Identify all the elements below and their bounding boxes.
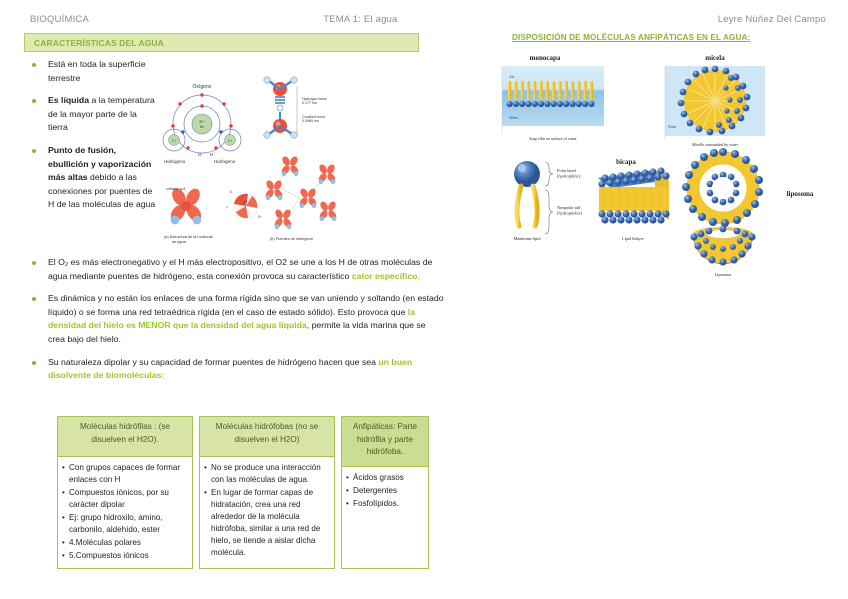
liposome-ring-diagram bbox=[682, 148, 763, 227]
svg-text:1+: 1+ bbox=[171, 138, 177, 143]
soap-film-caption: Soap film on surface of water bbox=[529, 136, 577, 141]
membrane-lipid-diagram bbox=[514, 161, 583, 241]
micelle-panel bbox=[665, 66, 765, 147]
list-item: • Detergentes bbox=[346, 485, 424, 497]
svg-text:0.177 nm: 0.177 nm bbox=[302, 101, 317, 105]
list-item: • En lugar de formar capas de hidratación, crea una red alrededor de la molécula hidrófoba, similar a una red de hielo, se tiende a aislar dicha molécula. bbox=[204, 487, 330, 559]
list-item: • Con grupos capaces de formar enlaces con H bbox=[62, 462, 188, 486]
header-topic: TEMA 1: El agua bbox=[323, 13, 398, 25]
bullet-text: Su naturaleza dipolar y su capacidad de formar puentes de hidrógeno hacen que sea bbox=[48, 356, 379, 367]
list-item bbox=[24, 144, 156, 212]
monolayer-panel bbox=[502, 66, 604, 141]
list-item: • No se produce una interacción con las moléculas de agua. bbox=[204, 462, 330, 486]
amphipathic-arrangement-figure bbox=[495, 48, 845, 288]
svg-text:Covalent bond: Covalent bond bbox=[302, 115, 326, 119]
header-course: BIOQUÍMICA bbox=[30, 13, 90, 25]
svg-text:8+: 8+ bbox=[199, 119, 205, 124]
list-item: • 4.Moléculas polares bbox=[62, 537, 188, 549]
svg-text:H: H bbox=[244, 199, 247, 204]
amphipathic-section-title: DISPOSICIÓN DE MOLÉCULAS ANFIPÁTICAS EN EL AGUA: bbox=[512, 33, 751, 42]
bullet-text: El O₂ es más electronegativo y el H más electropositivo, el O2 se une a los H de otras moléculas de agua mediante puentes de hidrógeno, esta conexión provoca su característico bbox=[48, 257, 433, 281]
svg-text:δ+: δ+ bbox=[258, 215, 262, 219]
table-body-cell bbox=[341, 467, 429, 569]
bullet-text: Está en toda la superficie terrestre bbox=[48, 59, 146, 83]
liposome-caption: Liposome bbox=[714, 272, 732, 277]
hydrogen-right-label: Hidrógeno bbox=[214, 159, 236, 164]
air-label: Air bbox=[509, 74, 515, 79]
list-item: • Ácidos grasos bbox=[346, 472, 424, 484]
solubility-table bbox=[57, 416, 429, 569]
nonpolar-tail-label: Nonpolar tail bbox=[557, 205, 581, 210]
water-network-icon bbox=[264, 155, 338, 241]
svg-text:Hydrogen bond: Hydrogen bond bbox=[302, 97, 327, 101]
svg-text:(hydrophobic): (hydrophobic) bbox=[557, 210, 583, 216]
water-molecule-diagram bbox=[150, 56, 340, 252]
list-item bbox=[24, 356, 444, 383]
highlight-text: calor específico. bbox=[351, 270, 420, 281]
membrane-lipid-caption: Membrane lipid bbox=[513, 236, 541, 241]
bullet-text: debido a las conexiones por puentes de H de las moléculas de agua bbox=[48, 172, 156, 210]
bilayer-label: bicapa bbox=[616, 158, 636, 166]
document-header bbox=[30, 12, 826, 26]
svg-text:de agua: de agua bbox=[172, 240, 186, 244]
hydrogen-bond-icon bbox=[264, 77, 327, 138]
water-properties-bullet-list bbox=[24, 256, 444, 392]
table-column-hydrophobic bbox=[199, 416, 335, 569]
bullet-tail-text: , permite la vida marina que se crea bajo del hielo. bbox=[48, 320, 426, 344]
svg-text:O: O bbox=[198, 152, 202, 157]
table-column-amphipathic bbox=[341, 416, 429, 569]
list-item bbox=[24, 94, 156, 135]
list-item bbox=[24, 292, 444, 346]
monolayer-label: monocapa bbox=[529, 54, 561, 62]
micelle-caption: Micelle surrounded by water bbox=[691, 142, 739, 147]
left-column bbox=[24, 33, 454, 52]
bohr-model-icon bbox=[163, 84, 241, 164]
list-item: • Compuestos iónicos, por su carácter dipolar bbox=[62, 487, 188, 511]
svg-text:0.0965 nm: 0.0965 nm bbox=[302, 119, 319, 123]
list-item: • 5.Compuestos iónicos bbox=[62, 550, 188, 562]
water-label: Water bbox=[509, 115, 519, 120]
svg-text:(hydrophilic): (hydrophilic) bbox=[557, 173, 581, 179]
list-item bbox=[24, 58, 156, 85]
svg-text:orbitales sp3: orbitales sp3 bbox=[166, 187, 186, 191]
oxygen-label: Oxígeno bbox=[192, 84, 212, 90]
amphipathic-figure-svg bbox=[495, 48, 845, 288]
art-caption-b: (b) Puentes de hidrógeno bbox=[270, 237, 313, 241]
list-item bbox=[24, 256, 444, 283]
lipid-bilayer-caption: Lipid bilayer bbox=[622, 236, 644, 241]
header-author: Leyre Núñez Del Campo bbox=[717, 13, 826, 25]
svg-text:H: H bbox=[210, 152, 214, 157]
bullet-bold-text: Punto de fusión, ebullición y vaporización más altas bbox=[48, 144, 152, 183]
table-body-cell bbox=[199, 457, 335, 569]
table-column-hydrophilic bbox=[57, 416, 193, 569]
table-header-cell: Moléculas hidrófilas : (se disuelven el H2O). bbox=[57, 416, 193, 457]
liposome-bowl-diagram bbox=[690, 226, 755, 277]
bullet-text: a la temperatura de la mayor parte de la tierra bbox=[48, 95, 155, 133]
art-caption-a: (a) Estructura de la molécula bbox=[164, 235, 213, 239]
lipid-bilayer-diagram bbox=[598, 167, 670, 241]
liposome-label-es: liposoma bbox=[786, 190, 814, 198]
svg-text:δ-: δ- bbox=[230, 190, 233, 194]
micelle-label: micela bbox=[705, 54, 725, 62]
micelle-water-label: Water bbox=[668, 125, 677, 129]
bullet-text: Es dinámica y no están los enlaces de una forma rígida sino que se van uniendo y soltando (en estado líquido) o se forma una red tetraédrica rígida (en el caso de estado sólido). Esto provoca que bbox=[48, 293, 444, 317]
table-header-cell: Moléculas hidrófobas (no se disuelven el H2O) bbox=[199, 416, 335, 457]
water-molecule-svg bbox=[150, 56, 340, 252]
svg-text:1+: 1+ bbox=[227, 138, 233, 143]
hydrogen-left-label: Hidrógeno bbox=[164, 159, 186, 164]
highlight-text: la densidad del hielo es MENOR que la densidad del agua líquida bbox=[48, 306, 416, 331]
list-item: • Ej: grupo hidroxilo, amino, carbonilo, aldehído, ester bbox=[62, 512, 188, 536]
list-item: • Fosfolípidos. bbox=[346, 498, 424, 510]
section-banner: CARACTERÍSTICAS DEL AGUA bbox=[24, 33, 419, 52]
polar-head-label: Polar head bbox=[557, 168, 576, 173]
svg-text:=: = bbox=[226, 204, 229, 209]
table-body-cell bbox=[57, 457, 193, 569]
bullet-bold-text: Es líquida bbox=[48, 95, 90, 106]
orbital-model-icon bbox=[164, 186, 262, 244]
highlight-text: un buen disolvente de biomoléculas: bbox=[48, 356, 413, 381]
svg-text:8n: 8n bbox=[199, 124, 205, 129]
table-header-cell: Anfipáticas: Parte hidrófila y parte hidrófoba. bbox=[341, 416, 429, 467]
characteristics-bullet-list bbox=[24, 58, 156, 221]
